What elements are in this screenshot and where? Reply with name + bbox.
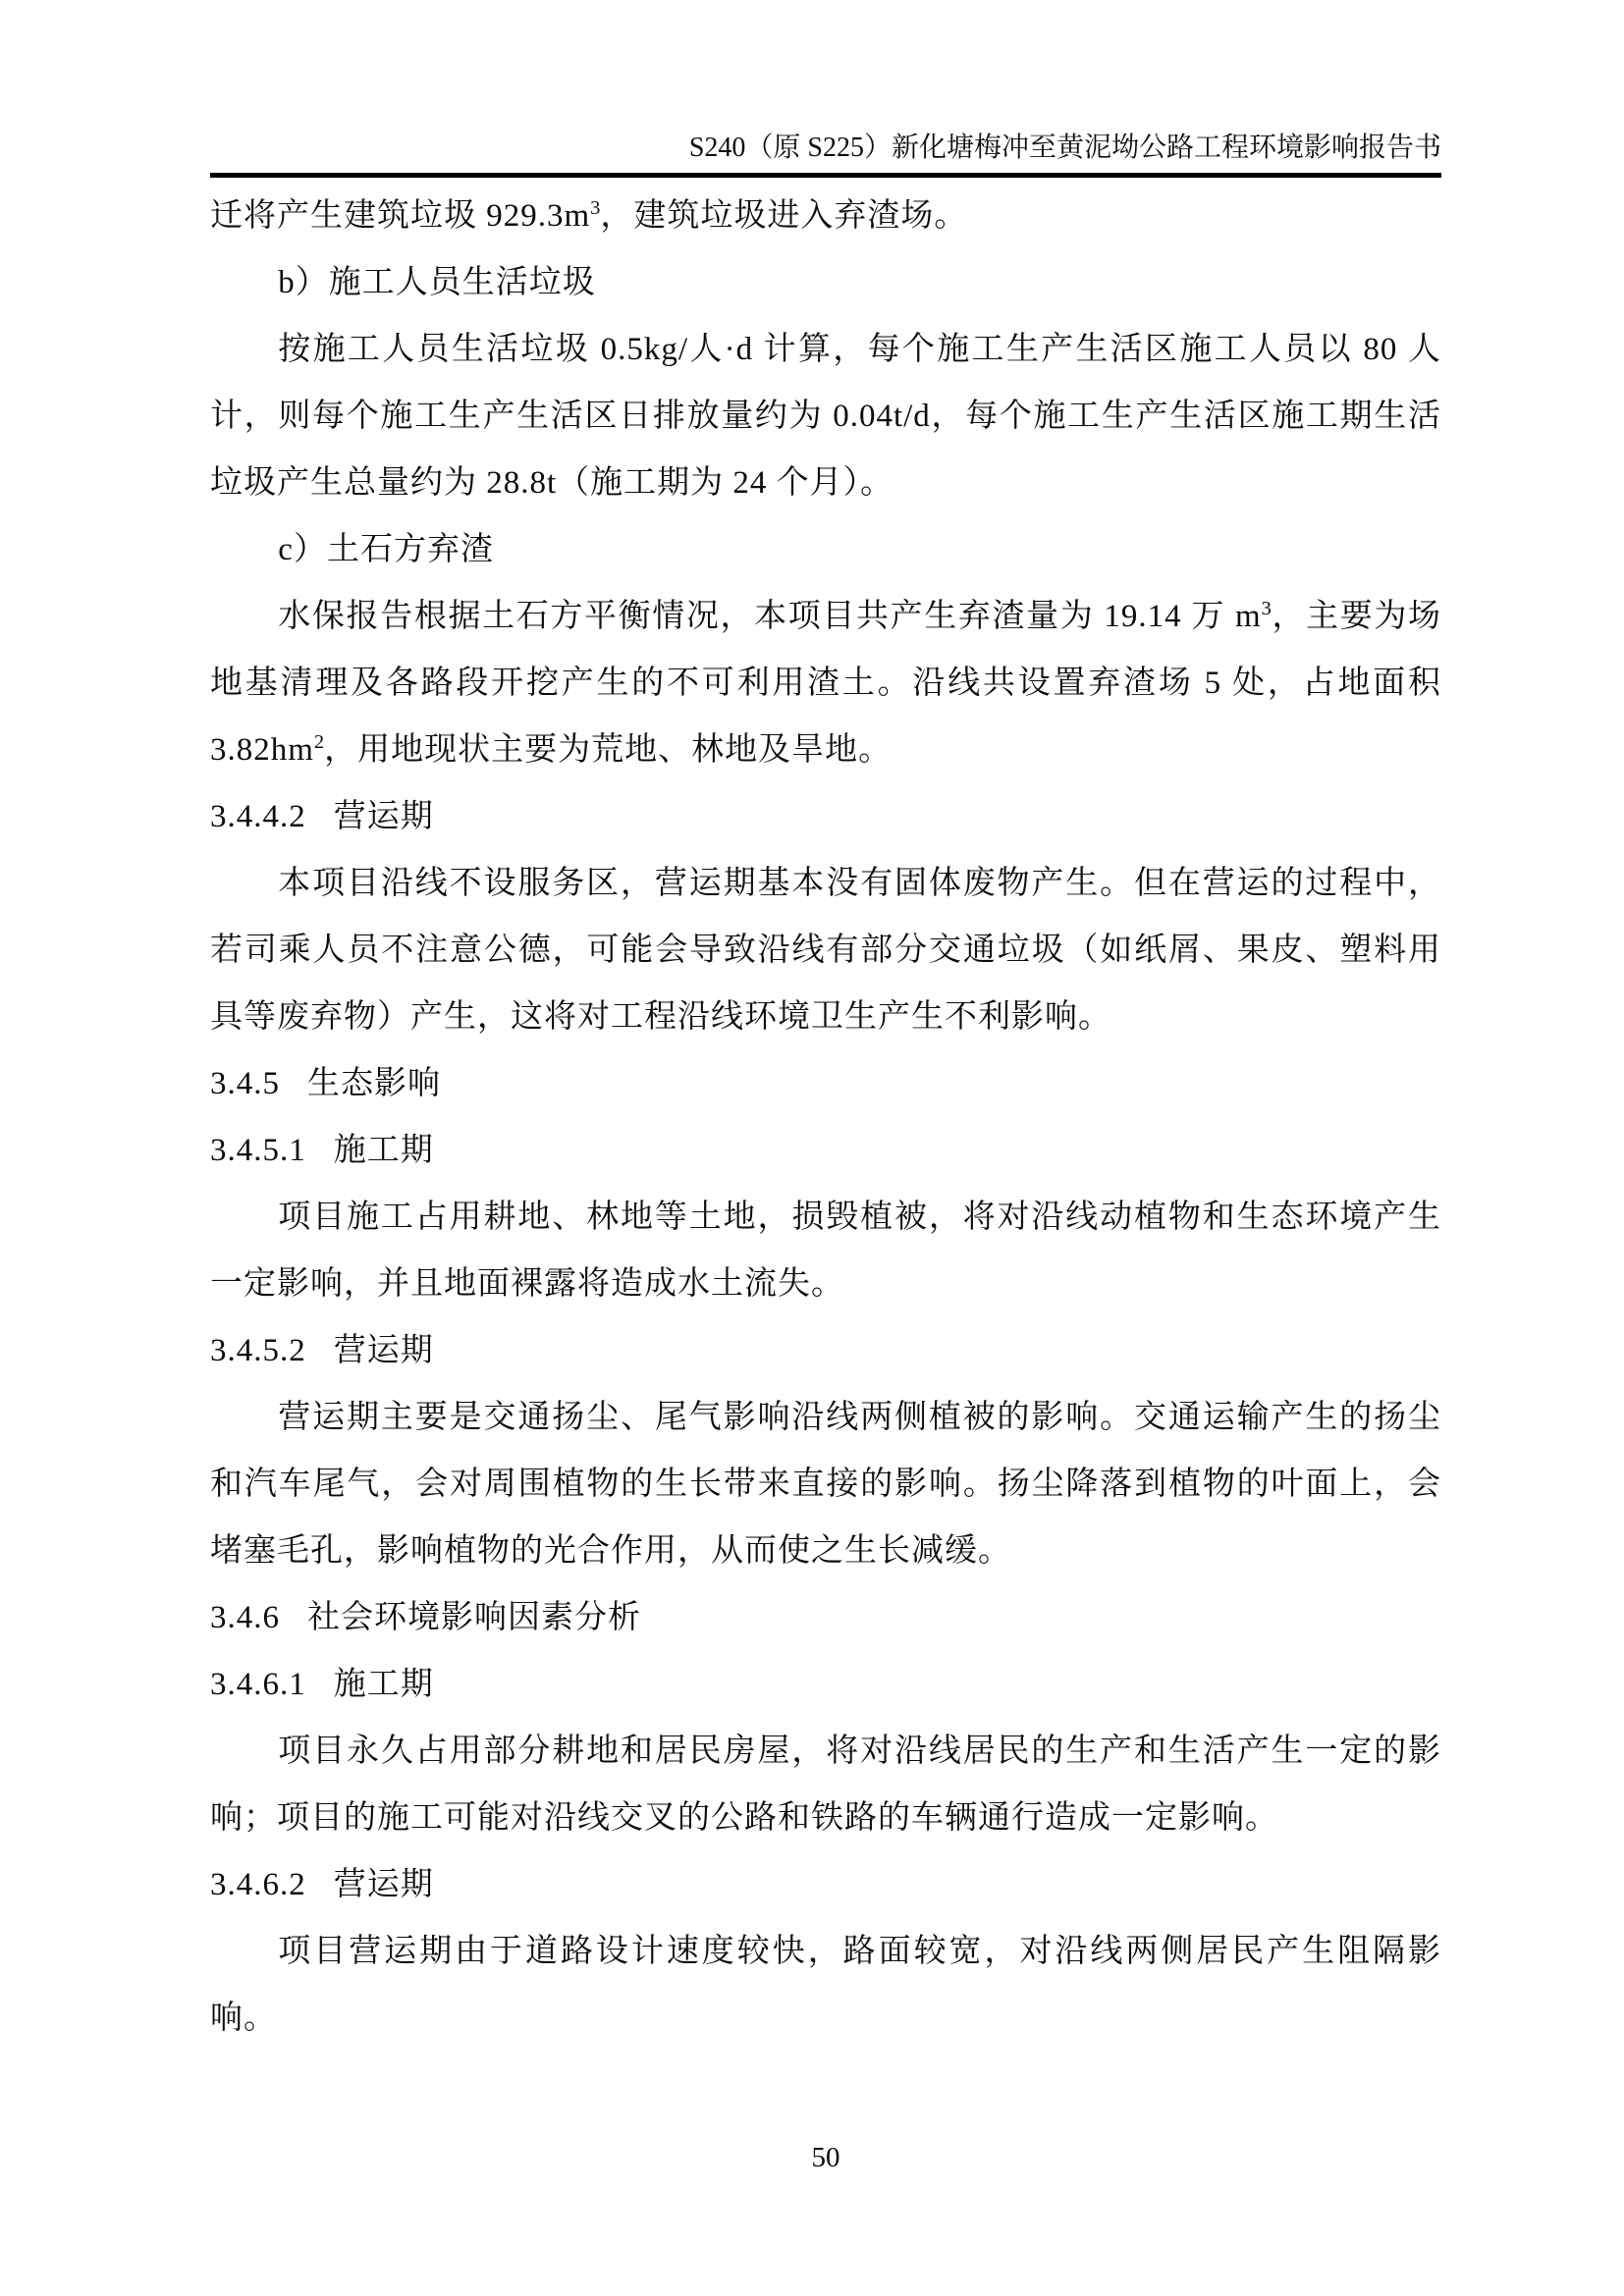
section-number: 3.4.6 bbox=[210, 1600, 280, 1635]
section-heading bbox=[210, 1317, 1441, 1384]
superscript: 3 bbox=[590, 197, 601, 219]
paragraph bbox=[210, 1384, 1441, 1584]
paragraph bbox=[210, 1918, 1441, 2052]
section-title: 社会环境影响因素分析 bbox=[307, 1600, 642, 1635]
section-title: 施工期 bbox=[333, 1667, 434, 1702]
header-divider-line bbox=[210, 173, 1441, 178]
section-number: 3.4.4.2 bbox=[210, 799, 306, 834]
text-run: 按施工人员生活垃圾 0.5kg/人·d 计算，每个施工生产生活区施工人员以 80 人计，则每个施工生产生活区日排放量约为 0.04t/d，每个施工生产生活区施工期生活垃圾产生总量约为 28.8t（施工期为 24 个月）。 bbox=[210, 332, 1441, 501]
section-title: 营运期 bbox=[333, 1867, 434, 1902]
section-number: 3.4.5.1 bbox=[210, 1133, 306, 1168]
section-number: 3.4.5.2 bbox=[210, 1333, 306, 1368]
section-number: 3.4.5 bbox=[210, 1066, 280, 1101]
page-number: 50 bbox=[811, 2142, 840, 2173]
paragraph bbox=[210, 1718, 1441, 1851]
section-heading bbox=[210, 1851, 1441, 1918]
text-run: 项目营运期由于道路设计速度较快，路面较宽，对沿线两侧居民产生阻隔影响。 bbox=[210, 1934, 1441, 2036]
paragraph bbox=[210, 249, 1441, 316]
page-footer bbox=[210, 2140, 1441, 2175]
page-header bbox=[210, 132, 1441, 165]
paragraph bbox=[210, 583, 1441, 783]
section-title: 生态影响 bbox=[307, 1066, 442, 1101]
document-body bbox=[210, 183, 1441, 2052]
section-heading bbox=[210, 783, 1441, 850]
superscript: 2 bbox=[313, 731, 325, 753]
paragraph bbox=[210, 316, 1441, 516]
text-run: 水保报告根据土石方平衡情况，本项目共产生弃渣量为 19.14 万 m bbox=[278, 599, 1262, 634]
text-run: 本项目沿线不设服务区，营运期基本没有固体废物产生。但在营运的过程中，若司乘人员不注意公德，可能会导致沿线有部分交通垃圾（如纸屑、果皮、塑料用具等废弃物）产生，这将对工程沿线环境卫生产生不利影响。 bbox=[210, 866, 1441, 1035]
text-run: b）施工人员生活垃圾 bbox=[278, 265, 596, 300]
text-run: 项目永久占用部分耕地和居民房屋，将对沿线居民的生产和生活产生一定的影响；项目的施工可能对沿线交叉的公路和铁路的车辆通行造成一定影响。 bbox=[210, 1734, 1441, 1836]
section-title: 营运期 bbox=[333, 799, 434, 834]
section-heading bbox=[210, 1651, 1441, 1718]
paragraph bbox=[210, 516, 1441, 583]
section-number: 3.4.6.2 bbox=[210, 1867, 306, 1902]
superscript: 3 bbox=[1261, 598, 1272, 619]
text-run: ，建筑垃圾进入弃渣场。 bbox=[600, 198, 968, 234]
paragraph bbox=[210, 850, 1441, 1050]
section-heading bbox=[210, 1117, 1441, 1184]
section-title: 施工期 bbox=[333, 1133, 434, 1168]
text-run: c）土石方弃渣 bbox=[278, 532, 494, 567]
section-heading bbox=[210, 1584, 1441, 1651]
text-run: 迁将产生建筑垃圾 929.3m bbox=[210, 198, 591, 234]
section-number: 3.4.6.1 bbox=[210, 1667, 306, 1702]
text-run: ，用地现状主要为荒地、林地及旱地。 bbox=[324, 732, 893, 768]
section-title: 营运期 bbox=[333, 1333, 434, 1368]
section-heading bbox=[210, 1050, 1441, 1117]
text-run: 项目施工占用耕地、林地等土地，损毁植被，将对沿线动植物和生态环境产生一定影响，并且地面裸露将造成水土流失。 bbox=[210, 1200, 1441, 1302]
text-run: 营运期主要是交通扬尘、尾气影响沿线两侧植被的影响。交通运输产生的扬尘和汽车尾气，会对周围植物的生长带来直接的影响。扬尘降落到植物的叶面上，会堵塞毛孔，影响植物的光合作用，从而使之生长减缓。 bbox=[210, 1400, 1441, 1569]
paragraph bbox=[210, 183, 1441, 249]
running-header-title: S240（原 S225）新化塘梅冲至黄泥坳公路工程环境影响报告书 bbox=[688, 133, 1441, 163]
paragraph bbox=[210, 1184, 1441, 1317]
text-run: ，主要为场地基清理及各路段开挖产生的不可利用渣土。沿线共设置弃渣场 5 处，占地面积 3.82hm bbox=[210, 599, 1441, 768]
